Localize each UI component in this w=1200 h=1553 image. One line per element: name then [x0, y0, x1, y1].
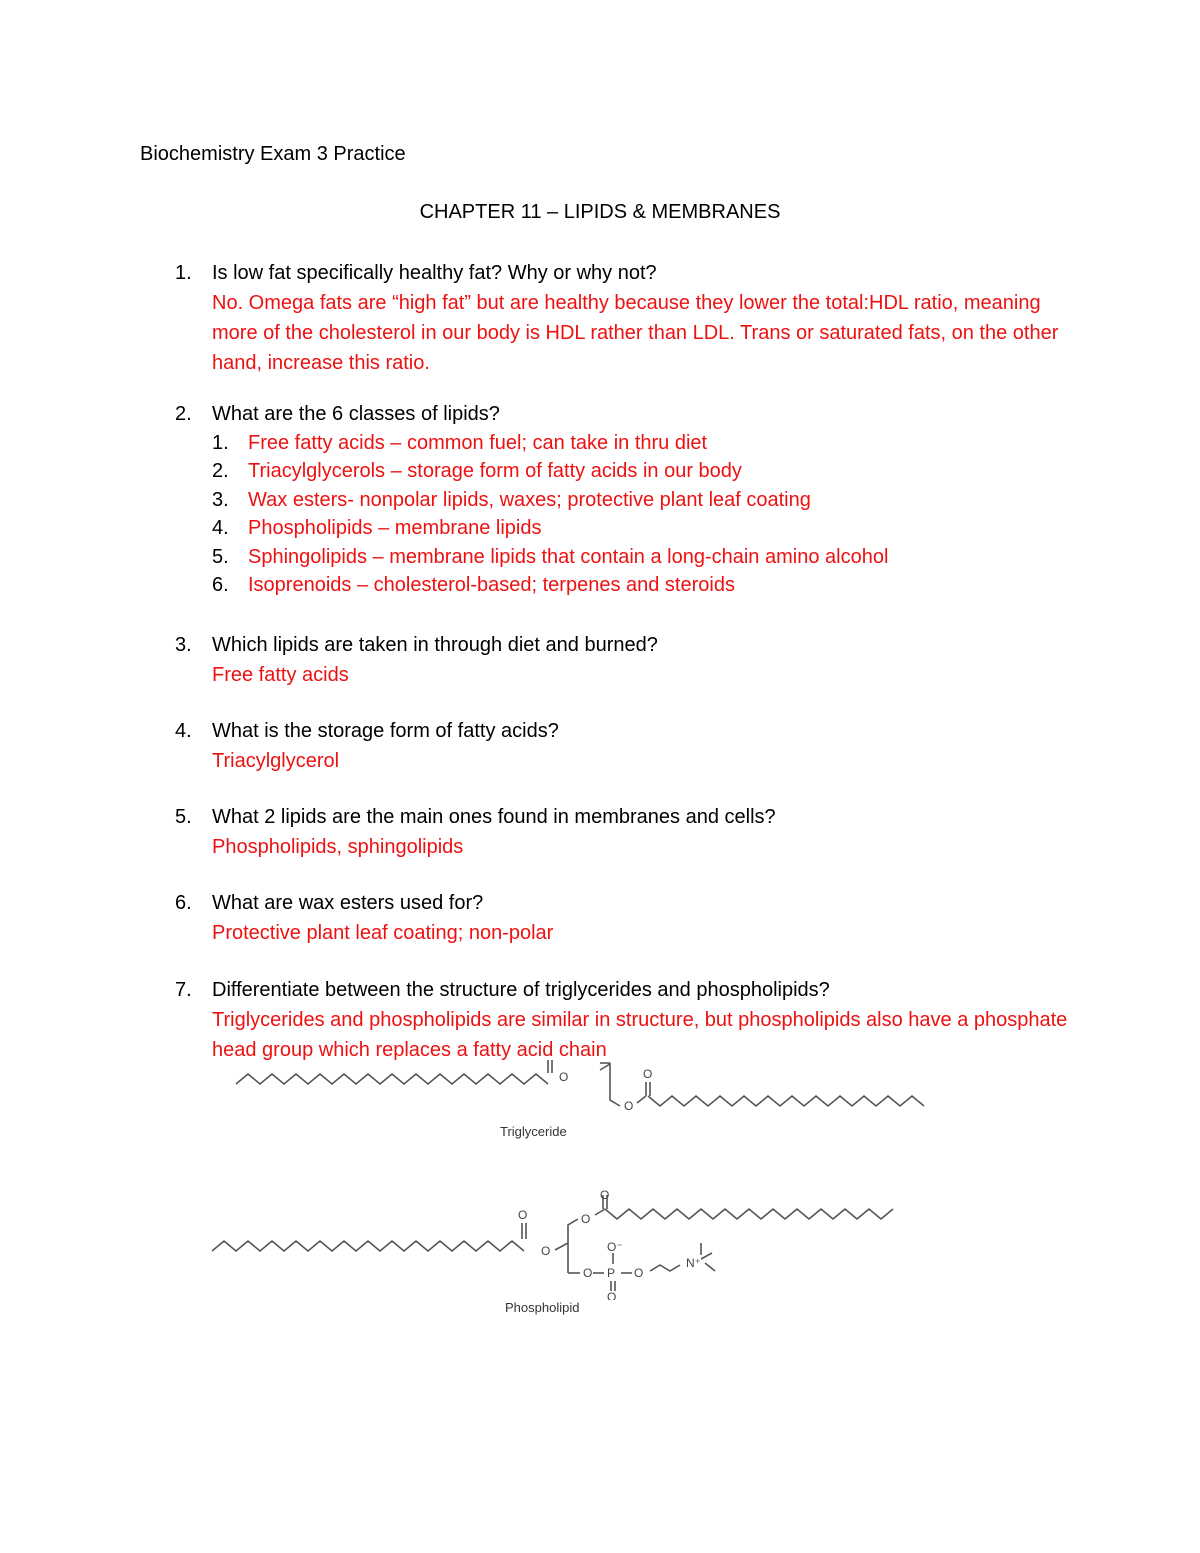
list-item-text: Free fatty acids – common fuel; can take in thru diet [248, 431, 708, 454]
oxygen-label: O [583, 1266, 593, 1280]
oxygen-label: O [559, 1070, 569, 1084]
list-item-text: Wax esters- nonpolar lipids, waxes; protective plant leaf coating [248, 488, 811, 511]
list-item [212, 486, 1075, 515]
oxygen-label: O [634, 1266, 644, 1280]
question-number: 2. [175, 403, 192, 425]
glycerol-backbone [600, 1064, 620, 1106]
question-7 [175, 975, 1075, 1065]
answer-text: Protective plant leaf coating; non-polar [212, 922, 554, 944]
triglyceride-structure [200, 1058, 960, 1148]
list-item [212, 429, 1075, 458]
triglyceride-caption: Triglyceride [500, 1124, 567, 1139]
question-3 [175, 630, 1075, 690]
document-title: Biochemistry Exam 3 Practice [140, 143, 406, 165]
question-text: What is the storage form of fatty acids? [212, 720, 559, 742]
fatty-acid-chain [236, 1074, 548, 1084]
phosphorus-label: P [607, 1266, 616, 1280]
list-item-text: Sphingolipids – membrane lipids that contain a long-chain amino alcohol [248, 545, 889, 568]
question-number: 5. [175, 806, 192, 828]
list-item [212, 457, 1075, 486]
answer-text: Triacylglycerol [212, 750, 340, 772]
fatty-acid-chain [605, 1209, 893, 1219]
list-item-number: 3. [212, 488, 229, 511]
oxygen-label: O [624, 1099, 634, 1113]
question-4 [175, 716, 1075, 776]
list-item-number: 2. [212, 460, 229, 482]
answer-text: Free fatty acids [212, 664, 349, 686]
list-item-text: Isoprenoids – cholesterol-based; terpenes and steroids [248, 574, 735, 596]
list-item-number: 1. [212, 431, 229, 454]
list-item [212, 571, 1075, 600]
phospholipid-structure [200, 1185, 960, 1320]
glycerol-backbone [555, 1219, 578, 1250]
phospholipid-caption: Phospholipid [505, 1300, 580, 1315]
list-item-number: 4. [212, 517, 229, 539]
question-number: 7. [175, 979, 192, 1001]
oxygen-anion-label: O⁻ [607, 1240, 623, 1254]
question-number: 6. [175, 892, 192, 914]
question-number: 4. [175, 720, 192, 742]
question-text: Which lipids are taken in through diet and burned? [212, 634, 658, 656]
oxygen-label: O [643, 1067, 653, 1081]
phospholipid-skeletal-formula [200, 1185, 960, 1300]
question-number: 3. [175, 634, 192, 656]
question-5 [175, 802, 1075, 862]
oxygen-label: O [581, 1212, 591, 1226]
answer-text: Triglycerides and phospholipids are similar in structure, but phospholipids also have a phosphate head group which replaces a fatty acid chain [212, 1009, 1068, 1061]
question-number: 1. [175, 262, 192, 284]
answer-text: Phospholipids, sphingolipids [212, 836, 464, 858]
oxygen-label: O [600, 1188, 610, 1202]
list-item-text: Triacylglycerols – storage form of fatty acids in our body [248, 460, 742, 482]
question-text: Is low fat specifically healthy fat? Why or why not? [212, 262, 657, 284]
oxygen-label: O [518, 1208, 528, 1222]
list-item [212, 543, 1075, 572]
list-item-text: Phospholipids – membrane lipids [248, 517, 542, 539]
oxygen-label: O [541, 1244, 551, 1258]
answer-text: No. Omega fats are “high fat” but are healthy because they lower the total:HDL ratio, meaning more of the cholesterol in our body is HDL rather than LDL. Trans or saturated fats, on the other hand, increase this ratio. [212, 292, 1059, 374]
chapter-heading: CHAPTER 11 – LIPIDS & MEMBRANES [419, 201, 781, 223]
list-item [212, 514, 1075, 543]
fatty-acid-chain [212, 1241, 524, 1251]
list-item-number: 5. [212, 545, 229, 568]
question-2 [175, 400, 1075, 600]
question-6 [175, 888, 1075, 948]
triglyceride-skeletal-formula [200, 1058, 960, 1128]
nitrogen-cation-label: N⁺ [686, 1256, 701, 1270]
oxygen-label: O [607, 1290, 617, 1300]
question-text: Differentiate between the structure of triglycerides and phospholipids? [212, 979, 830, 1001]
fatty-acid-chain [648, 1096, 924, 1106]
question-text: What are wax esters used for? [212, 892, 484, 914]
question-text: What 2 lipids are the main ones found in membranes and cells? [212, 806, 776, 828]
question-1 [175, 258, 1075, 378]
question-text: What are the 6 classes of lipids? [212, 403, 500, 425]
list-item-number: 6. [212, 574, 229, 596]
